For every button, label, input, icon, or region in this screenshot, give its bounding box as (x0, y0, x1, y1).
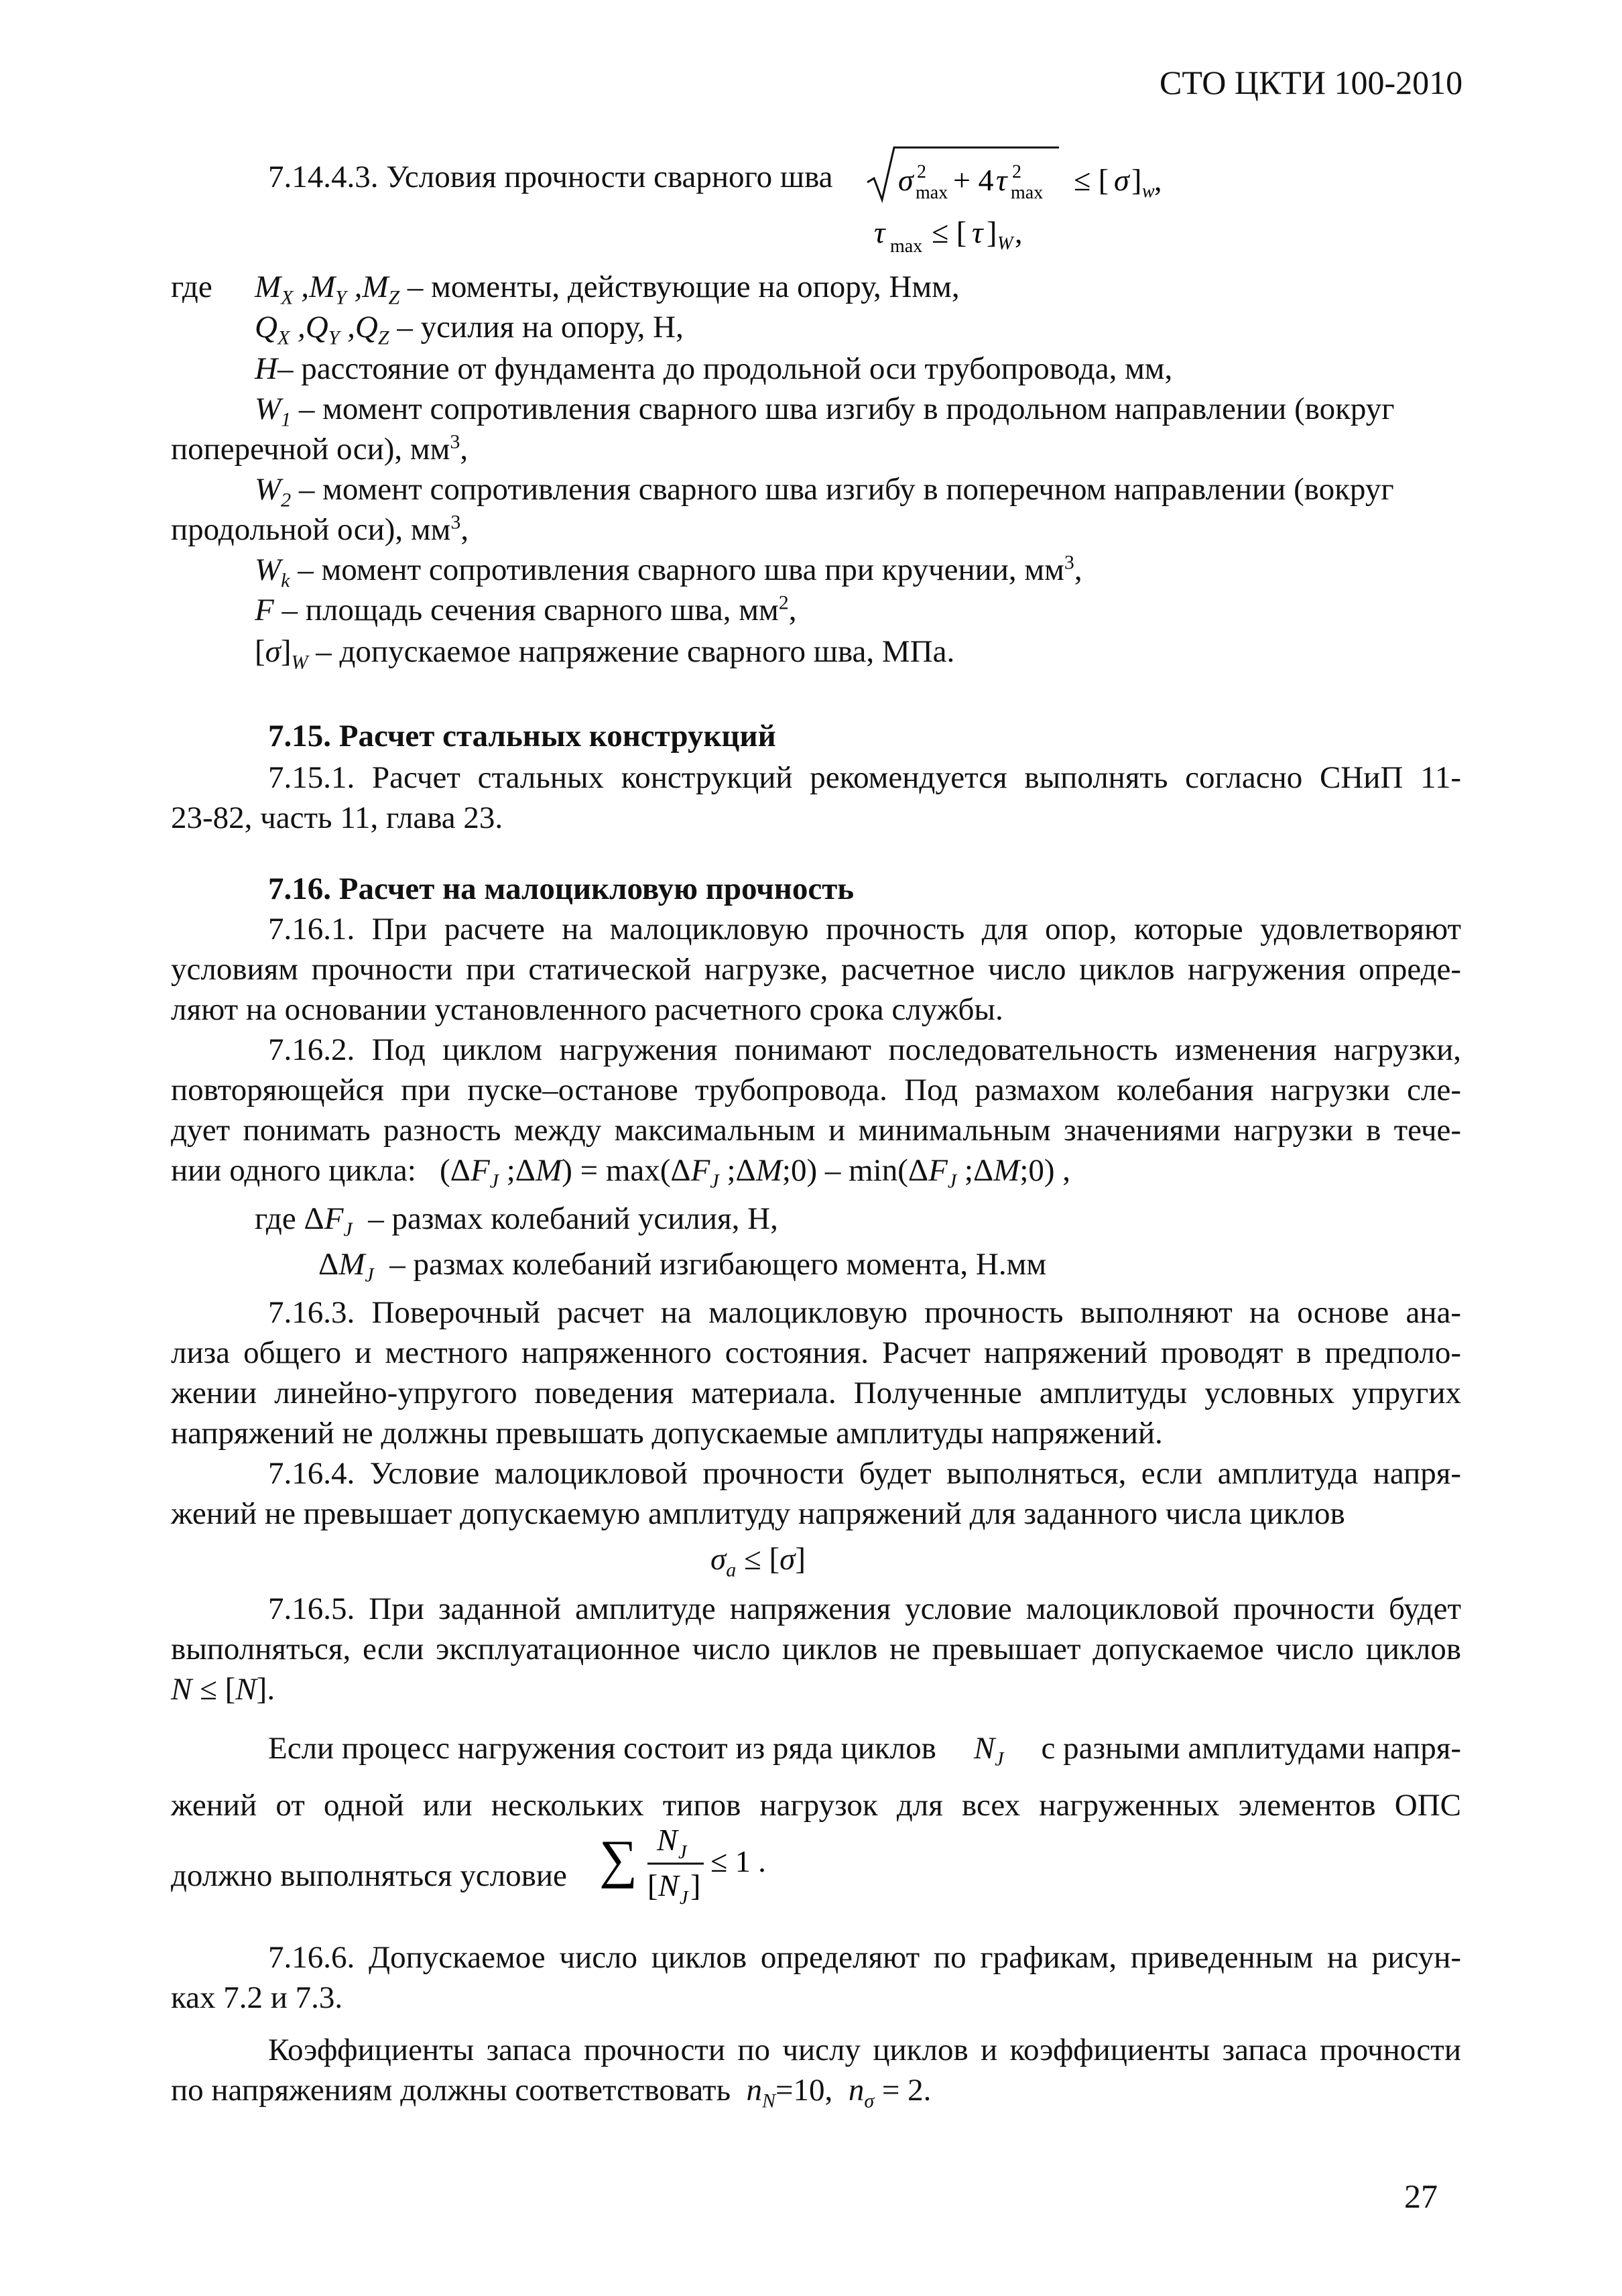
svg-text:[: [ (647, 1868, 658, 1902)
clause-7-15-1-line2: 23-82, часть 11, глава 23. (171, 800, 503, 835)
svg-text:,: , (1154, 163, 1162, 197)
svg-text:]: ] (1131, 163, 1142, 197)
clause-7-16-5-line2: выполняться, если эксплуатационное число циклов не превышает допускаемое число циклов (171, 1632, 1461, 1667)
svg-text:2: 2 (917, 162, 926, 182)
section-7-16-heading: 7.16. Расчет на малоцикловую прочность (268, 871, 855, 906)
amplitude-condition-formula: $\sigma_a \le [\sigma]$ (710, 1542, 806, 1581)
clause-7-16-2-line2: повторяющейся при пуске–останове трубопровода. Под размахом колебания нагрузки сле- (171, 1073, 1461, 1107)
def-height: H– расстояние от фундамента до продольной оси трубопровода, мм, (255, 351, 1173, 386)
svg-text:]: ] (690, 1868, 701, 1902)
def-area-text: – площадь сечения сварного шва, мм (282, 593, 779, 627)
svg-text:τ: τ (972, 215, 983, 249)
clause-7-16-5-line5: жений от одной или нескольких типов нагрузок для всех нагруженных элементов ОПС (171, 1788, 1461, 1823)
def-area: F – площадь сечения сварного шва, $мм^2$, (255, 591, 797, 627)
svg-text:W: W (997, 233, 1013, 254)
def-delta-f-text: – размах колебаний усилия, Н, (368, 1201, 778, 1236)
safety-factors-line2: по напряжениям должны соответствовать $n_N=10$, $n_\sigma = 2$. (171, 2073, 932, 2112)
svg-text:≤ [: ≤ [ (1074, 163, 1109, 197)
clause-7-16-5-line4-text-b: с разными амплитудами напря- (1041, 1731, 1461, 1766)
def-wk-text: – момент сопротивления сварного шва при кручении, мм (298, 552, 1064, 587)
weld-strength-formula (865, 141, 1233, 208)
svg-text:+ 4: + 4 (953, 163, 994, 197)
safety-factor-sigma: = 2. (881, 2073, 932, 2108)
clause-7-14-4-3-intro: 7.14.4.3. Условия прочности сварного шва (268, 160, 833, 194)
svg-text:≤ 1 .: ≤ 1 . (710, 1844, 766, 1878)
clause-7-16-1-line3: ляют на основании установленного расчетного срока службы. (171, 992, 1003, 1027)
def-delta-m: $\Delta M_J$ – размах колебаний изгибающего момента, Н.мм (318, 1247, 1047, 1286)
def-delta-m-text: – размах колебаний изгибающего момента, Н.мм (389, 1247, 1047, 1282)
svg-text:τ: τ (996, 163, 1007, 197)
clause-7-16-2-line4: нии одного цикла: ($\Delta F_J$ ;ΔM) = $\max(\Delta F_J$ ;ΔM;0) – $\min(\Delta F_J$ ;ΔM;0) , (171, 1153, 1071, 1193)
svg-text:w: w (1142, 181, 1155, 202)
svg-text:J: J (678, 1842, 687, 1863)
def-forces-text: – усилия на опору, Н, (397, 310, 684, 345)
clause-7-16-3-line1: 7.16.3. Поверочный расчет на малоцикловую прочность выполняют на основе ана- (268, 1295, 1461, 1330)
svg-text:τ: τ (874, 215, 885, 249)
svg-text:≤ [: ≤ [ (932, 215, 967, 249)
svg-text:J: J (680, 1888, 688, 1909)
clause-7-16-4-line1: 7.16.4. Условие малоцикловой прочности будет выполняться, если амплитуда напря- (268, 1456, 1461, 1491)
def-w2-text-cont: продольной оси), мм (171, 512, 451, 547)
clause-7-16-3-line2: лиза общего и местного напряженного состояния. Расчет напряжений проводят в предполо- (171, 1335, 1461, 1370)
clause-7-16-5-line4: Если процесс нагружения состоит из ряда циклов $N_J$ с разными амплитудами напря- (268, 1731, 1461, 1770)
section-7-15-heading: 7.15. Расчет стальных конструкций (268, 719, 776, 753)
def-allowable-stress-text: – допускаемое напряжение сварного шва, МПа. (316, 634, 955, 669)
clause-7-16-4-line2: жений не превышает допускаемую амплитуду напряжений для заданного числа циклов (171, 1496, 1345, 1531)
cycles-condition-formula: N ≤ [N]. (171, 1672, 275, 1707)
svg-text:]: ] (987, 215, 997, 249)
svg-text:∑: ∑ (599, 1830, 638, 1889)
shear-limit-formula (871, 208, 1072, 261)
svg-text:N: N (658, 1868, 679, 1902)
clause-7-16-5-line1: 7.16.5. При заданной амплитуде напряжения условие малоцикловой прочности будет (268, 1591, 1461, 1626)
clause-7-16-2-line4-text: нии одного цикла: (171, 1153, 416, 1188)
svg-text:,: , (1015, 215, 1023, 249)
page-number: 27 (1404, 2177, 1438, 2215)
svg-text:max: max (916, 182, 948, 203)
clause-7-16-3-line4: напряжений не должны превышать допускаемые амплитуды напряжений. (171, 1416, 1163, 1451)
safety-factor-n: =10, (775, 2073, 833, 2108)
def-moments: $M_X$ $,M_Y$ $,M_Z$ – моменты, действующие на опору, Нмм, (255, 269, 960, 309)
clause-7-16-1-line1: 7.16.1. При расчете на малоцикловую прочность для опор, которые удовлетворяют (268, 912, 1461, 947)
def-w1-text: – момент сопротивления сварного шва изгибу в продольном направлении (вокруг (298, 391, 1395, 426)
def-delta-f-where: где (255, 1201, 296, 1236)
clause-7-16-2-line1: 7.16.2. Под циклом нагружения понимают последовательность изменения нагрузки, (268, 1032, 1461, 1067)
clause-7-16-6-line1: 7.16.6. Допускаемое число циклов определяют по графикам, приведенным на рисун- (268, 1940, 1461, 1975)
clause-7-15-1-line1: 7.15.1. Расчет стальных конструкций рекомендуется выполнять согласно СНиП 11- (268, 760, 1461, 795)
svg-text:σ: σ (898, 163, 914, 197)
clause-7-16-3-line3: жении линейно-упругого поведения материала. Полученные амплитуды условных упругих (171, 1376, 1461, 1410)
clause-7-16-2-line3: дует понимать разность между максимальным и минимальным значениями нагрузки в тече- (171, 1113, 1461, 1148)
def-w1-line1: $W_1$ – момент сопротивления сварного шва изгибу в продольном направлении (вокруг (255, 391, 1395, 431)
where-label: где (171, 269, 212, 304)
def-height-text: – расстояние от фундамента до продольной оси трубопровода, мм, (277, 351, 1173, 386)
svg-text:max: max (890, 236, 923, 257)
safety-factors-line1: Коэффициенты запаса прочности по числу циклов и коэффициенты запаса прочности (268, 2033, 1461, 2067)
def-w2-line1: $W_2$ – момент сопротивления сварного шва изгибу в поперечном направлении (вокруг (255, 472, 1394, 511)
svg-text:N: N (657, 1823, 678, 1857)
def-w2-line2: продольной оси), $мм^3$, (171, 511, 469, 547)
def-w2-text: – момент сопротивления сварного шва изгибу в поперечном направлении (вокруг (298, 472, 1394, 507)
def-allowable-stress: $[\sigma]_W$ – допускаемое напряжение сварного шва, МПа. (255, 634, 955, 674)
def-w1-line2: поперечной оси), $мм^3$, (171, 430, 469, 467)
def-delta-f: где $\Delta F_J$ – размах колебаний усилия, Н, (255, 1201, 778, 1241)
def-moments-text: – моменты, действующие на опору, Нмм, (407, 269, 960, 304)
clause-7-16-5-line6: должно выполняться условие (171, 1858, 567, 1893)
clause-7-16-5-line4-text-a: Если процесс нагружения состоит из ряда циклов (268, 1731, 936, 1766)
document-code: СТО ЦКТИ 100-2010 (1160, 64, 1463, 101)
svg-text:max: max (1011, 182, 1044, 203)
def-w1-text-cont: поперечной оси), мм (171, 432, 450, 467)
clause-7-16-6-line2: ках 7.2 и 7.3. (171, 1980, 343, 2015)
def-forces: $Q_X$ $,Q_Y$ $,Q_Z$ – усилия на опору, Н, (255, 310, 684, 349)
svg-text:2: 2 (1012, 162, 1021, 182)
safety-factors-line2-text: по напряжениям должны соответствовать (171, 2073, 731, 2108)
clause-7-16-1-line2: условиям прочности при статической нагрузке, расчетное число циклов нагружения опреде- (171, 952, 1461, 987)
def-wk: $W_k$ – момент сопротивления сварного шва при кручении, $мм^3$, (255, 551, 1082, 592)
svg-text:σ: σ (1114, 163, 1129, 197)
damage-sum-formula (597, 1810, 784, 1917)
